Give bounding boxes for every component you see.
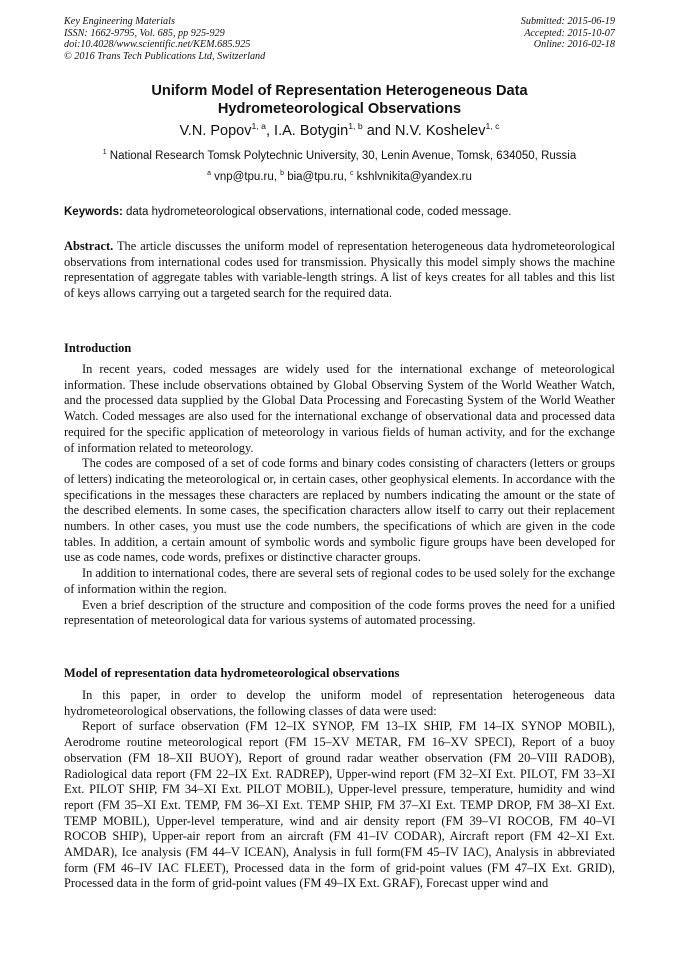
paragraph: In this paper, in order to develop the uniform model of representation heterogeneous data hydrometeorological observations, the following classes of data were used: — [64, 688, 615, 718]
author-name: I.A. Botygin — [274, 123, 349, 139]
doi-line: doi:10.4028/www.scientific.net/KEM.685.925 — [64, 39, 251, 51]
abstract-label: Abstract. — [64, 239, 114, 253]
author-separator: and — [362, 123, 395, 139]
paragraph: Report of surface observation (FM 12–IX SYNOP, FM 13–IX SHIP, FM 14–IX SYNOP MOBIL), Aerodrome routine meteorological report (FM 15–XV METAR, FM 16–XV SPECI), Report of a buoy observation (FM 18–XII BUOY), Report of ground radar weather observation (FM 20–VIII RADOB), Radiological data report (FM 22–IX Ext. RADREP), Upper-wind report (FM 32–XI Ext. PILOT, FM 33–XI Ext. PILOT SHIP, FM 34–XI Ext. PILOT MOBIL), Upper-level pressure, temperature, humidity and wind report (FM 35–XI Ext. TEMP, FM 36–XI Ext. TEMP SHIP, FM 37–XI Ext. TEMP DROP, FM 38–XI Ext. TEMP MOBIL), Upper-level temperature, wind and air density report (FM 39–VI ROCOB, FM 40–VI ROCOB SHIP), Upper-air report from an aircraft (FM 41–IV CODAR), Aircraft report (FM 42–XI Ext. AMDAR), Ice analysis (FM 44–V ICEAN), Analysis in full form(FM 45–IV IAC), Analysis in abbreviated form (FM 46–IV IAC FLEET), Processed data in the form of grid-point values (FM 47–IX Ext. GRID), Processed data in the form of grid-point values (FM 49–IX Ext. GRAF), Forecast upper wind and — [64, 719, 615, 891]
paragraph: In addition to international codes, there are several sets of regional codes to be used solely for the exchange of information within the region. — [64, 566, 615, 596]
author-affil-sup: 1, c — [485, 121, 500, 132]
email-link[interactable]: vnp@tpu.ru — [214, 171, 274, 183]
introduction-section — [64, 362, 615, 629]
section-heading-model: Model of representation data hydrometeorological observations — [64, 666, 400, 680]
journal-name: Key Engineering Materials — [64, 16, 175, 27]
affiliation-text: National Research Tomsk Polytechnic University, 30, Lenin Avenue, Tomsk, 634050, Russia — [109, 150, 577, 162]
journal-header — [64, 16, 265, 62]
email-sup: c — [350, 170, 354, 178]
keywords-text: data hydrometeorological observations, international code, coded message. — [126, 206, 512, 218]
author-list — [64, 122, 615, 140]
author-separator: , — [265, 123, 275, 139]
email-link[interactable]: kshlvnikita@yandex.ru — [356, 171, 472, 183]
author-name: V.N. Popov — [179, 123, 252, 139]
title-line: Uniform Model of Representation Heterogeneous Data — [151, 83, 528, 99]
affiliation — [64, 149, 615, 163]
online-date: Online: 2016-02-18 — [533, 39, 615, 51]
paragraph: Even a brief description of the structure and composition of the code forms proves the need for a unified representation of meteorological data for various systems of automated processing. — [64, 597, 615, 628]
keywords-label: Keywords: — [64, 206, 123, 218]
email-separator: , — [273, 171, 281, 183]
keywords — [64, 205, 615, 219]
dates-header — [521, 16, 615, 51]
email-separator: , — [343, 171, 351, 183]
issn-line: ISSN: 1662-9795, Vol. 685, pp 925-929 — [64, 27, 225, 39]
accepted-date: Accepted: 2015-10-07 — [524, 27, 615, 39]
author-name: N.V. Koshelev — [394, 123, 486, 139]
submitted-date: Submitted: 2015-06-19 — [520, 16, 615, 27]
author-affil-sup: 1, b — [348, 121, 363, 132]
paragraph: In recent years, coded messages are widely used for the international exchange of meteorological information. These include observations obtained by Global Observing System of the World Weather Watch, and the processed data supplied by the Global Data Processing and Forecasting System of the World Weather Watch. Coded messages are also used for the international exchange of observational data and processed data required for the specific application of meteorology in various fields of human activity, and for the exchange of information related to meteorology. — [64, 362, 615, 455]
email-sup: a — [207, 170, 211, 178]
paragraph: The codes are composed of a set of code forms and binary codes consisting of characters (letters or groups of letters) indicating the meteorological or, in certain cases, other geophysical elements. In accordance with the specifications in the messages these characters are replaced by numbers indicating the amount or the state of the described elements. In some cases, the specification characters allow itself to carry out their replacement numbers. In other cases, you must use the code numbers, the specifications of which are given in the code tables. In addition, a certain amount of symbolic words and symbolic figure groups have been developed for use as code names, code words, prefixes or distinctive character groups. — [64, 456, 615, 565]
email-link[interactable]: bia@tpu.ru — [287, 171, 344, 183]
section-heading-introduction: Introduction — [64, 341, 132, 355]
model-section — [64, 688, 615, 892]
author-emails — [64, 170, 615, 184]
affiliation-sup: 1 — [102, 149, 107, 157]
author-affil-sup: 1, a — [251, 121, 266, 132]
title-line: Hydrometeorological Observations — [217, 101, 462, 117]
abstract-text: The article discusses the uniform model of representation heterogeneous data hydrometeorological observations from international codes used for transmission. Physically this model simply shows the machine representation of aggregate tables with variable-length strings. A list of keys creates for all tables and this list of keys allows carrying out a targeted search for the required data. — [64, 239, 616, 301]
paper-title — [64, 82, 615, 118]
copyright-line: © 2016 Trans Tech Publications Ltd, Switzerland — [64, 50, 266, 62]
email-sup: b — [280, 170, 284, 178]
abstract — [64, 239, 615, 302]
